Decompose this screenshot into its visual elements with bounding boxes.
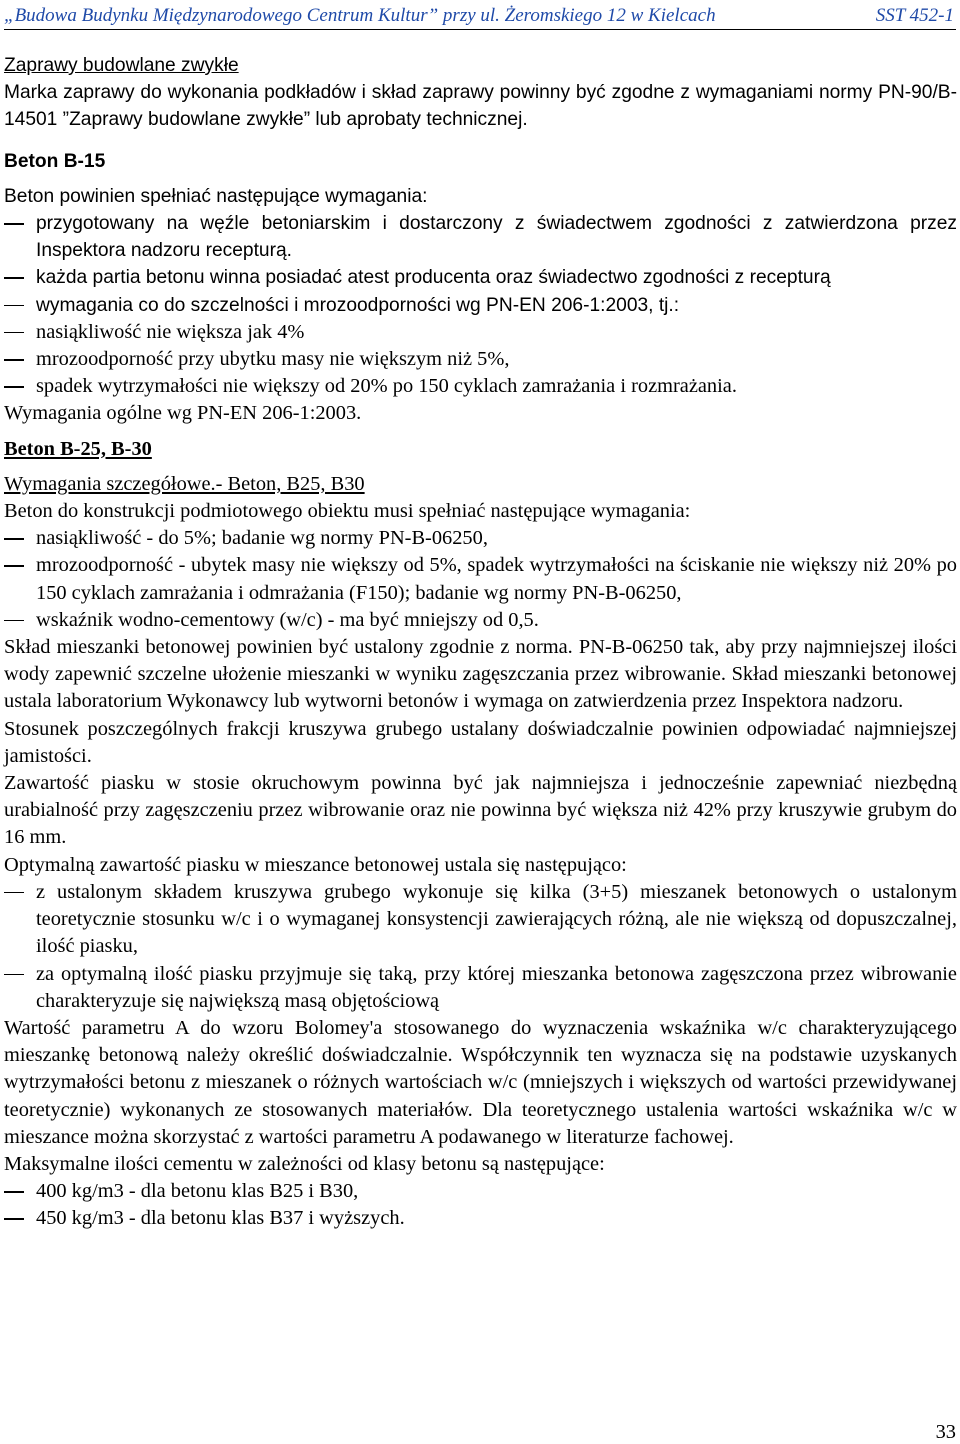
list-item — [4, 373, 957, 400]
paragraph: Stosunek poszczególnych frakcji kruszywa grubego ustalany doświadczalnie powinien odpowiadać najmniejszej jamistości. — [4, 717, 957, 767]
paragraph: Wartość parametru A do wzoru Bolomey'a stosowanego do wyznaczenia wskaźnika w/c charakteryzującego mieszankę betonową należy określić doświadczalnie. Współczynnik ten wyznacza się na podstawie uzyskanych wytrzymałości betonu z mieszanek o różnych wartościach w/c (mniejszych i większych od wartości przewidywanej teoretycznie) wykonanych ze stosowanych materiałów. Dla teoretycznego ustalenia wartości wskaźnika w/c w mieszance można skorzystać z wartości parametru A podawanego w literaturze fachowej. — [4, 1016, 957, 1148]
paragraph: Zawartość piasku w stosie okruchowym powinna być jak najmniejsza i jednocześnie zapewniać niezbędną urabialność przy zagęszczeniu przez wibrowanie oraz nie powinna być większa niż 42% przy kruszywie grubym do 16 mm. — [4, 772, 957, 849]
page-header — [4, 3, 956, 30]
list-item — [4, 525, 957, 552]
list-item-text: wymagania co do szczelności i mrozoodporności wg PN-EN 206-1:2003, tj.: — [36, 294, 680, 316]
list-item-text: spadek wytrzymałości nie większy od 20% po 150 cyklach zamrażania i rozmrażania. — [36, 375, 737, 398]
section-b25-heading: Beton B-25, B-30 — [4, 437, 152, 460]
list-item — [4, 210, 957, 264]
section-b15-outro: Wymagania ogólne wg PN-EN 206-1:2003. — [4, 402, 362, 425]
dash-bullet-icon — [4, 359, 24, 361]
list-item — [4, 607, 957, 634]
list-item-text: 450 kg/m3 - dla betonu klas B37 i wyższych. — [36, 1207, 405, 1230]
dash-bullet-icon — [4, 892, 24, 894]
dash-bullet-icon — [4, 277, 24, 279]
dash-bullet-icon — [4, 565, 24, 567]
list-item — [4, 264, 957, 291]
list-item-text: wskaźnik wodno-cementowy (w/c) - ma być mniejszy od 0,5. — [36, 608, 539, 631]
list-item-text: każda partia betonu winna posiadać atest producenta oraz świadectwo zgodności z recepturą — [36, 267, 831, 289]
list-item-text: przygotowany na węźle betoniarskim i dostarczony z świadectwem zgodności z zatwierdzona przez Inspektora nadzoru recepturą. — [36, 213, 957, 262]
header-code: SST 452-1 — [875, 5, 954, 26]
dash-bullet-icon — [4, 620, 24, 622]
list-item-text: za optymalną ilość piasku przyjmuje się taką, przy której mieszanka betonowa zagęszczona przez wibrowanie charakteryzuje się największą masą objętościową — [36, 962, 957, 1012]
dash-bullet-icon — [4, 305, 24, 307]
dash-bullet-icon — [4, 1218, 24, 1220]
section-b25-intro: Beton do konstrukcji podmiotowego obiektu musi spełniać następujące wymagania: — [4, 500, 691, 523]
list-item — [4, 292, 957, 319]
list-item-text: mrozoodporność - ubytek masy nie większy od 5%, spadek wytrzymałości na ściskanie nie większy niż 20% po 150 cyklach zamrażania i odmrażania (F150); badanie wg normy PN-B-06250, — [36, 554, 957, 604]
list-item-text: 400 kg/m3 - dla betonu klas B25 i B30, — [36, 1180, 359, 1203]
dash-bullet-icon — [4, 974, 24, 976]
dash-bullet-icon — [4, 386, 24, 388]
section-mortar-title: Zaprawy budowlane zwykłe — [4, 55, 239, 76]
paragraph: Maksymalne ilości cementu w zależności od klasy betonu są następujące: — [4, 1152, 605, 1175]
section-mortar-text: Marka zaprawy do wykonania podkładów i skład zaprawy powinny być zgodne z wymaganiami normy PN-90/B-14501 ”Zaprawy budowlane zwykłe” lub aprobaty technicznej. — [4, 82, 957, 131]
paragraph: Optymalną zawartość piasku w mieszance betonowej ustala się następująco: — [4, 853, 627, 876]
dash-bullet-icon — [4, 223, 24, 225]
header-title: „Budowa Budynku Międzynarodowego Centrum Kultur” przy ul. Żeromskiego 12 w Kielcach — [4, 5, 716, 26]
list-item — [4, 961, 957, 1015]
section-b15-intro: Beton powinien spełniać następujące wymagania: — [4, 185, 428, 207]
list-item — [4, 879, 957, 961]
document-body — [4, 52, 957, 1233]
paragraph: Skład mieszanki betonowej powinien być ustalony zgodnie z norma. PN-B-06250 tak, aby przy najmniejszej ilości wody zapewnić szczelne ułożenie mieszanki w wyniku zagęszczania przez wibrowanie. Skład mieszanki betonowej ustala laboratorium Wykonawcy lub wytworni betonów i wymaga on zatwierdzenia przez Inspektora nadzoru. — [4, 636, 957, 713]
list-item — [4, 319, 957, 346]
section-b15-heading: Beton B-15 — [4, 150, 106, 172]
list-item — [4, 1178, 957, 1205]
list-item-text: nasiąkliwość - do 5%; badanie wg normy PN-B-06250, — [36, 527, 488, 550]
dash-bullet-icon — [4, 538, 24, 540]
dash-bullet-icon — [4, 332, 24, 334]
list-item-text: mrozoodporność przy ubytku masy nie większym niż 5%, — [36, 348, 510, 371]
page-number: 33 — [935, 1421, 956, 1443]
list-item-text: nasiąkliwość nie większa jak 4% — [36, 320, 305, 343]
dash-bullet-icon — [4, 1191, 24, 1193]
section-b25-subheading: Wymagania szczegółowe.- Beton, B25, B30 — [4, 472, 365, 495]
list-item — [4, 1205, 957, 1232]
list-item-text: z ustalonym składem kruszywa grubego wykonuje się kilka (3+5) mieszanek betonowych o ustalonym teoretycznie stosunku w/c i o wymaganej konsystencji zawierających różną, ale nie większą od dopuszczalnej, ilość piasku, — [36, 880, 957, 958]
list-item — [4, 346, 957, 373]
list-item — [4, 552, 957, 606]
